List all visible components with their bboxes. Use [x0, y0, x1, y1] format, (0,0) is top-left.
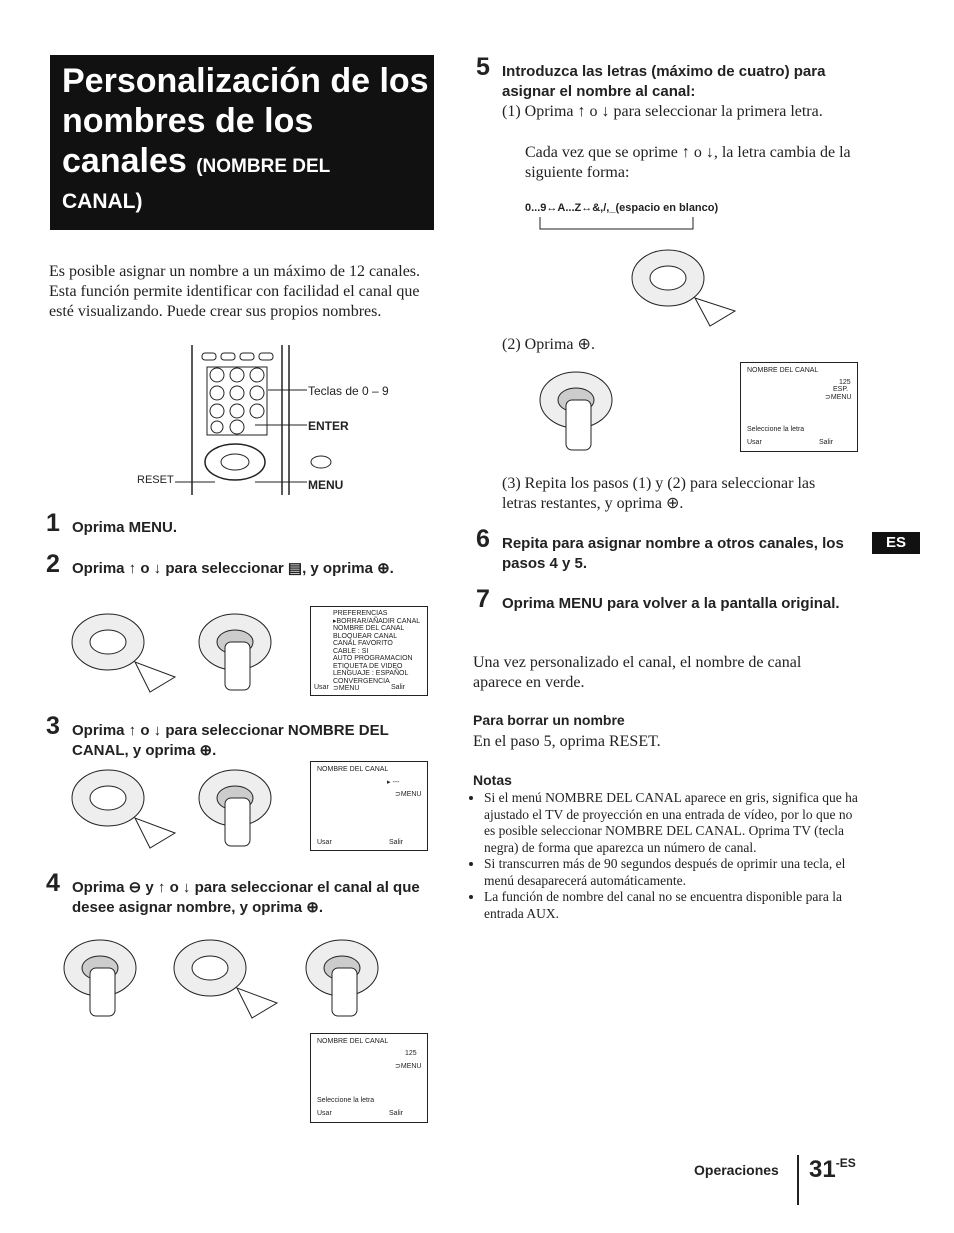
salir-label: Salir [819, 439, 834, 446]
menu-item: CONVERGENCIA [333, 677, 390, 685]
screen-menu: ⊃MENU [395, 1063, 422, 1070]
step5-p3: (3) Repita los pasos (1) y (2) para seleccionar las letras restantes, y oprima ⊕. [502, 475, 816, 512]
usar-label: Usar [317, 1110, 332, 1117]
menu-item: LENGUAJE : ESPAÑOL [333, 670, 409, 677]
menu-item: ▸BORRAR/AÑADIR CANAL [333, 617, 421, 625]
erase-heading: Para borrar un nombre [473, 712, 625, 728]
screen-title: NOMBRE DEL CANAL [747, 367, 819, 374]
menu-item: BLOQUEAR CANAL [333, 632, 398, 640]
step5-p1: (1) Oprima ↑ o ↓ para seleccionar la primera letra. [502, 103, 823, 120]
screen-channel: 125 [405, 1050, 417, 1057]
screen-hint: Seleccione la letra [747, 426, 805, 433]
screen-channel: 125 [839, 379, 851, 386]
notes-list [473, 790, 858, 922]
label-enter: ENTER [308, 419, 349, 433]
step-1: 1 Oprima MENU. [46, 509, 178, 537]
label-menu: MENU [308, 478, 344, 492]
name-screen-b [310, 1033, 428, 1123]
screen-menu: ⊃MENU [395, 791, 422, 798]
step-7: 7 Oprima MENU para volver a la pantalla original. [476, 585, 840, 613]
note-item: • La función de nombre del canal no se encuentra disponible para la entrada AUX. [484, 889, 858, 922]
menu-item: CANAL FAVORITO [333, 640, 393, 647]
name-screen-c [740, 362, 858, 452]
menu-item: AUTO PROGRAMACION [333, 655, 413, 662]
usar-label: Usar [314, 684, 329, 691]
dial-illustration-step4 [60, 938, 380, 1020]
notes-heading: Notas [473, 772, 512, 788]
menu-item: NOMBRE DEL CANAL [333, 625, 405, 632]
dial-illustration-step2 [65, 612, 280, 694]
menu-item: CABLE : SI [333, 647, 369, 655]
screen-value: ▸ --- [387, 779, 400, 786]
language-tab: ES [872, 532, 920, 554]
footer-divider [797, 1155, 799, 1205]
erase-text: En el paso 5, oprima RESET. [473, 733, 661, 750]
sequence-arrow [535, 215, 700, 235]
salir-label: Salir [389, 839, 404, 846]
salir-label: Salir [391, 684, 406, 691]
letter-sequence: 0...9↔A...Z↔&,/,_(espacio en blanco) [525, 202, 719, 214]
step-5: 5 Introduzca las letras (máximo de cuatro) para asignar el nombre al canal: [476, 53, 826, 100]
title-box [50, 55, 434, 230]
menu-item: ETIQUETA DE VIDEO [333, 662, 403, 670]
intro-text: Es posible asignar un nombre a un máximo de 12 canales. Esta función permite identificar con facilidad el canal que esté visualizando. Puede crear sus propios nombres. [49, 263, 421, 320]
after-custom-text: Una vez personalizado el canal, el nombre de canal aparece en verde. [473, 654, 802, 691]
page-number: $31^{-ES}$ [809, 1156, 856, 1183]
dial-illustration-step5b [538, 370, 628, 455]
salir-label: Salir [389, 1110, 404, 1117]
page-title-line2: CANAL) [62, 190, 143, 213]
label-number-keys: Teclas de 0 – 9 [308, 384, 389, 398]
label-reset: RESET [137, 474, 174, 486]
step5-p2: (2) Oprima ⊕. [502, 336, 595, 353]
menu-screen [310, 606, 428, 696]
dial-illustration-step3 [65, 768, 280, 850]
menu-item: PREFERENCIAS [333, 610, 388, 617]
screen-menu: ⊃MENU [825, 394, 852, 401]
screen-title: NOMBRE DEL CANAL [317, 766, 389, 773]
step-2: 2 Oprima ↑ o ↓ para seleccionar ▤, y oprima ⊕. [46, 550, 394, 578]
step-3: 3 Oprima ↑ o ↓ para seleccionar NOMBRE DEL CANAL, y oprima ⊕. [46, 712, 389, 759]
screen-esp: ESP. [833, 386, 849, 393]
menu-list [333, 610, 420, 693]
name-screen-a [310, 761, 428, 851]
step-4: 4 Oprima ⊖ y ↑ o ↓ para seleccionar el canal al que desee asignar nombre, y oprima ⊕. [46, 869, 420, 916]
menu-item: ⊃MENU [333, 685, 360, 692]
step-6: 6 Repita para asignar nombre a otros canales, los pasos 4 y 5. [476, 525, 844, 572]
usar-label: Usar [747, 439, 762, 446]
screen-title: NOMBRE DEL CANAL [317, 1038, 389, 1045]
dial-illustration-step5a [628, 248, 748, 328]
usar-label: Usar [317, 839, 332, 846]
screen-hint: Seleccione la letra [317, 1097, 375, 1104]
footer-section: Operaciones [694, 1162, 779, 1178]
note-item: • Si el menú NOMBRE DEL CANAL aparece en gris, significa que ha ajustado el TV de proyección en una entrada de vídeo, por lo que no es posible seleccionar NOMBRE DEL CANAL. Oprima TV (tecla negra) de forma que aparezca un número de canal. [484, 790, 858, 856]
step5-p1b: Cada vez que se oprime ↑ o ↓, la letra cambia de la siguiente forma: [525, 144, 851, 181]
page-title: Personalización de los nombres de los canales (NOMBRE DEL [62, 62, 429, 180]
note-item: • Si transcurren más de 90 segundos después de oprimir una tecla, el menú desaparecerá automáticamente. [484, 856, 858, 889]
